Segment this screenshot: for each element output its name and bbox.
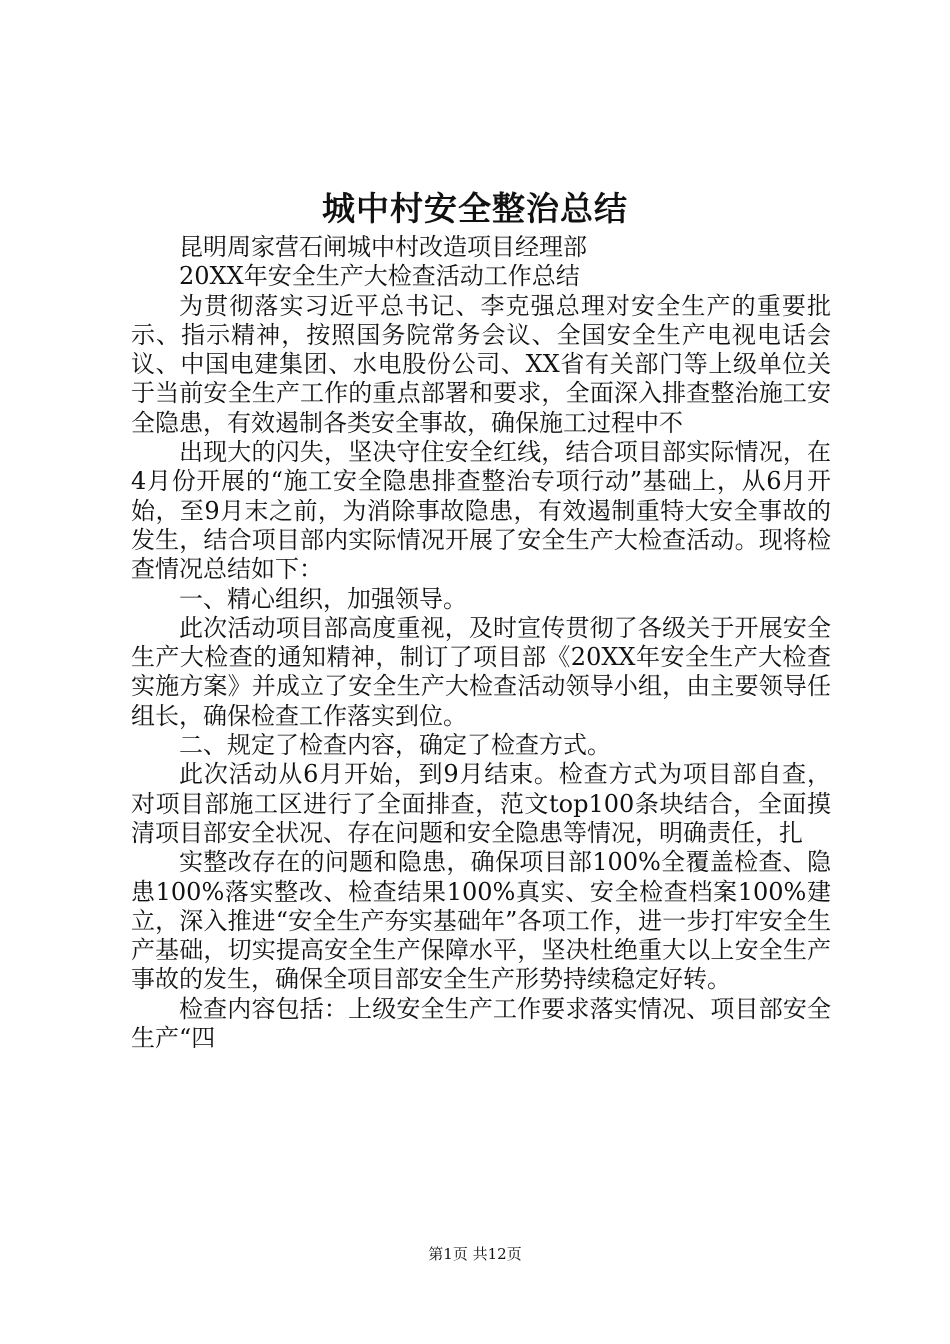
section-heading-1: 一、精心组织，加强领导。 [179, 584, 467, 613]
paragraph-section-2-continued: 实整改存在的问题和隐患，确保项目部100%全覆盖检查、隐患100%落实整改、检查结果100%真实、安全检查档案100%建立，深入推进“安全生产夯实基础年”各项工作，进一步打牢安全生产基础，切实提高安全生产保障水平，坚决杜绝重大以上安全生产事故的发生，确保全项目部安全生产形势持续稳定好转。 [131, 848, 831, 994]
paragraph-section-2: 此次活动从6月开始，到9月结束。检查方式为项目部自查，对项目部施工区进行了全面排查，范文top100条块结合，全面摸清项目部安全状况、存在问题和安全隐患等情况，明确责任，扎 [131, 760, 831, 847]
section-heading-2: 二、规定了检查内容，确定了检查方式。 [179, 731, 611, 760]
document-title: 城中村安全整治总结 [322, 189, 628, 228]
paragraph-department: 昆明周家营石闸城中村改造项目经理部 [179, 233, 587, 261]
paragraph-section-1: 此次活动项目部高度重视，及时宣传贯彻了各级关于开展安全生产大检查的通知精神，制订了项目部《20XX年安全生产大检查实施方案》并成立了安全生产大检查活动领导小组，由主要领导任组长，确保检查工作落实到位。 [131, 613, 831, 730]
document-body [131, 233, 831, 1053]
paragraph-subtitle: 20XX年安全生产大检查活动工作总结 [179, 262, 580, 291]
paragraph-intro: 为贯彻落实习近平总书记、李克强总理对安全生产的重要批示、指示精神，按照国务院常务会议、全国安全生产电视电话会议、中国电建集团、水电股份公司、XX省有关部门等上级单位关于当前安全生产工作的重点部署和要求，全面深入排查整治施工安全隐患，有效遏制各类安全事故，确保施工过程中不 [131, 291, 831, 437]
paragraph-check-content: 检查内容包括：上级安全生产工作要求落实情况、项目部安全生产“四 [131, 994, 831, 1053]
page-number-footer: 第1页 共12页 [428, 1245, 522, 1263]
paragraph-intro-continued: 出现大的闪失，坚决守住安全红线，结合项目部实际情况，在4月份开展的“施工安全隐患排查整治专项行动”基础上，从6月开始，至9月末之前，为消除事故隐患，有效遏制重特大安全事故的发生，结合项目部内实际情况开展了安全生产大检查活动。现将检查情况总结如下： [131, 438, 831, 584]
